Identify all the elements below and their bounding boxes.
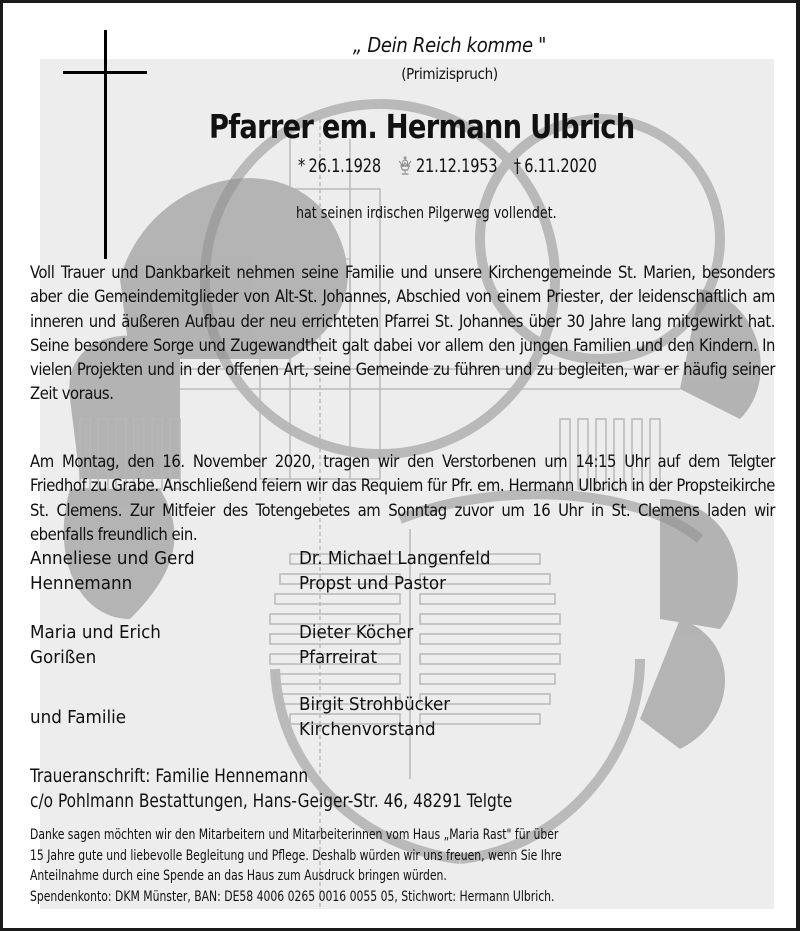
motto-source: (Primizispruch) bbox=[401, 65, 498, 83]
ordination-date: 21.12.1953 bbox=[397, 155, 502, 177]
signature-right-3: Birgit Strohbücker Kirchenvorstand bbox=[299, 694, 451, 740]
signature-right-2: Dieter Köcher Pfarreirat bbox=[299, 622, 414, 668]
signature-left-2: Maria und Erich Gorißen bbox=[30, 622, 161, 668]
birth-date: * 26.1.1928 bbox=[298, 155, 381, 177]
signature-left-1: Anneliese und Gerd Hennemann bbox=[30, 548, 195, 594]
death-date: † 6.11.2020 bbox=[513, 155, 597, 177]
life-dates bbox=[298, 155, 609, 177]
mourning-address: Traueranschrift: Familie Hennemann c/o Pohlmann Bestattungen, Hans-Geiger-Str. 46, 48291 Telgte bbox=[30, 765, 513, 812]
signature-left-3: und Familie bbox=[30, 707, 127, 728]
thanks-donation-note: Danke sagen möchten wir den Mitarbeitern und Mitarbeiterinnen vom Haus „Maria Rast" für über 15 Jahre gute und liebevolle Begleitung und Pflege. Deshalb würden wir uns freuen, wenn Sie Ihre Anteilnahme durch eine Spende an das Haus zum Ausdruck bringen würden. Spendenkonto: DKM Münster, BAN: DE58 4006 0265 0016 0055 05, Stichwort: Hermann Ulbrich. bbox=[30, 827, 562, 905]
birth-symbol: * bbox=[298, 155, 306, 177]
paragraph-funeral-details: Am Montag, den 16. November 2020, tragen wir den Verstorbenen um 14:15 Uhr auf dem Telgter Friedhof zu Grabe. Anschließend feiern wir das Requiem für Pfr. em. Hermann Ulbrich in der Propsteikirche St. Clemens. Zur Mitfeier des Totengebetes am Sonntag zuvor um 16 Uhr in St. Clemens laden wir ebenfalls freundlich ein. bbox=[30, 452, 775, 544]
deceased-name: Pfarrer em. Hermann Ulbrich bbox=[209, 107, 635, 146]
obituary-notice bbox=[3, 3, 796, 928]
motto-quote: „ Dein Reich komme " bbox=[352, 33, 547, 57]
death-symbol: † bbox=[513, 155, 521, 177]
paragraph-mourning: Voll Trauer und Dankbarkeit nehmen seine Familie und unsere Kirchengemeinde St. Marien, besonders aber die Gemeindemitglieder von Alt-St. Johannes, Abschied von einem Priester, der leidenschaftlich am inneren und äußeren Aufbau der neu errichteten Pfarrei St. Johannes über 30 Jahre lang mitgewirkt hat. Seine besondere Sorge und Zugewandtheit galt dabei vor allem den jungen Familien und den Kindern. In vielen Projekten und in der offenen Art, seine Gemeinde zu führen und zu begleiten, war er häufig seiner Zeit voraus. bbox=[30, 263, 775, 404]
chalice-host-icon bbox=[397, 155, 412, 175]
subtitle: hat seinen irdischen Pilgerweg vollendet. bbox=[296, 203, 557, 222]
signature-right-1: Dr. Michael Langenfeld Propst und Pastor bbox=[299, 548, 491, 594]
